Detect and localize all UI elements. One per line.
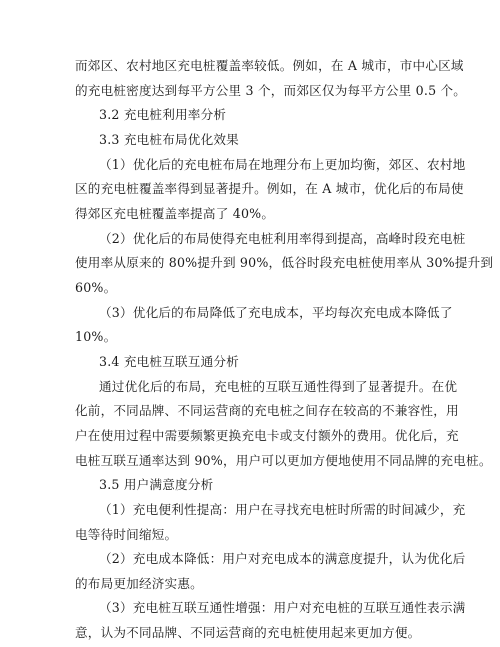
body-text-line: （1）充电便利性提高：用户在寻找充电桩时所需的时间减少，充 [99,502,466,517]
section-heading: 3.4 充电桩互联互通分析 [99,354,239,369]
section-heading: 3.5 用户满意度分析 [99,477,214,492]
body-text-line: 使用率从原来的 80%提升到 90%，低谷时段充电桩使用率从 30%提升到 [75,255,494,270]
body-text-line: 通过优化后的布局，充电桩的互联互通性得到了显著提升。在优 [99,379,458,394]
body-text-line: 60%。 [75,280,117,295]
body-text-line: 而郊区、农村地区充电桩覆盖率较低。例如，在 A 城市，市中心区域 [75,58,464,73]
section-heading: 3.3 充电桩布局优化效果 [99,132,239,147]
body-text-line: 意，认为不同品牌、不同运营商的充电桩使用起来更加方便。 [75,625,421,640]
body-text-line: 10%。 [75,329,117,344]
section-heading: 3.2 充电桩利用率分析 [99,107,227,122]
body-text-line: 的充电桩密度达到每平方公里 3 个，而郊区仅为每平方公里 0.5 个。 [75,83,467,98]
body-text-line: 区的充电桩覆盖率得到显著提升。例如，在 A 城市，优化后的布局使 [75,181,464,196]
body-text-line: 得郊区充电桩覆盖率提高了 40%。 [75,206,275,221]
body-text-line: （3）优化后的布局降低了充电成本，平均每次充电成本降低了 [99,305,453,320]
body-text-line: 电桩互联互通率达到 90%，用户可以更加方便地使用不同品牌的充电桩。 [75,453,492,468]
body-text-line: （3）充电桩互联互通性增强：用户对充电桩的互联互通性表示满 [99,600,466,615]
body-text-line: （2）充电成本降低：用户对充电成本的满意度提升，认为优化后 [99,551,466,566]
body-text-line: 户在使用过程中需要频繁更换充电卡或支付额外的费用。优化后，充 [75,428,459,443]
body-text-line: 化前，不同品牌、不同运营商的充电桩之间存在较高的不兼容性，用 [75,403,459,418]
body-text-line: （2）优化后的布局使得充电桩利用率得到提高，高峰时段充电桩 [99,231,466,246]
body-text-line: 的布局更加经济实惠。 [75,576,203,591]
body-text-line: 电等待时间缩短。 [75,527,178,542]
body-text-line: （1）优化后的充电桩布局在地理分布上更加均衡，郊区、农村地 [99,157,466,172]
